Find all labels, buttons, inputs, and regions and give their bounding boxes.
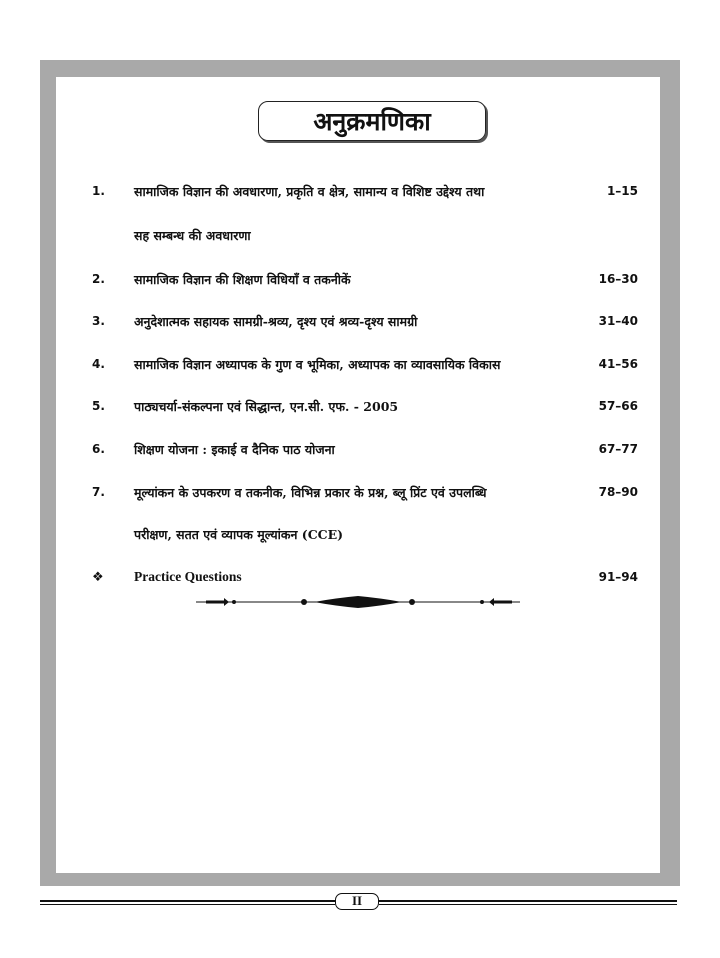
entry-title: सामाजिक विज्ञान की अवधारणा, प्रकृति व क्षेत्र, सामान्य व विशिष्ट उद्देश्य तथा	[134, 184, 485, 199]
entry-title-continuation: परीक्षण, सतत एवं व्यापक मूल्यांकन (CCE)	[134, 527, 344, 542]
toc-entry-4[interactable]	[56, 354, 660, 378]
entry-title: सामाजिक विज्ञान की शिक्षण विधियाँ व तकनीकें	[134, 272, 351, 287]
entry-number: 1.	[92, 184, 105, 198]
entry-pages: 67–77	[598, 442, 638, 456]
entry-pages: 91–94	[598, 570, 638, 584]
entry-pages: 31–40	[598, 314, 638, 328]
page-title: अनुक्रमणिका	[313, 107, 431, 136]
entry-number: 3.	[92, 314, 105, 328]
entry-pages: 57–66	[598, 399, 638, 413]
toc-entry-2[interactable]	[56, 269, 660, 293]
diamond-bullet-icon: ❖	[92, 570, 104, 585]
entry-title: मूल्यांकन के उपकरण व तकनीक, विभिन्न प्रकार के प्रश्न, ब्लू प्रिंट एवं उपलब्धि	[134, 485, 487, 500]
ornament-divider-icon	[196, 595, 520, 609]
entry-number: 2.	[92, 272, 105, 286]
entry-pages: 41–56	[598, 357, 638, 371]
entry-title: शिक्षण योजना : इकाई व दैनिक पाठ योजना	[134, 442, 335, 457]
entry-pages: 78–90	[598, 485, 638, 499]
entry-title: Practice Questions	[134, 569, 242, 584]
entry-title: अनुदेशात्मक सहायक सामग्री-श्रव्य, दृश्य एवं श्रव्य-दृश्य सामग्री	[134, 314, 418, 329]
toc-entry-3[interactable]	[56, 311, 660, 335]
page-number: II	[335, 893, 379, 910]
toc-entry-5[interactable]	[56, 396, 660, 420]
content-panel	[56, 77, 660, 873]
entry-number: 5.	[92, 399, 105, 413]
title-box	[258, 101, 486, 141]
footer-rule-right-thin	[379, 904, 677, 905]
entry-number: 6.	[92, 442, 105, 456]
entry-pages: 1–15	[606, 184, 638, 198]
entry-title: पाठ्यचर्या-संकल्पना एवं सिद्धान्त, एन.सी. एफ. - 2005	[134, 399, 399, 414]
toc-entry-6[interactable]	[56, 439, 660, 463]
entry-title: सामाजिक विज्ञान अध्यापक के गुण व भूमिका, अध्यापक का व्यावसायिक विकास	[134, 357, 501, 372]
page-border	[40, 60, 680, 886]
entry-number: 7.	[92, 485, 105, 499]
footer-rule-right	[379, 900, 677, 902]
toc-entry-1[interactable]	[56, 181, 660, 205]
footer-rule-left-thin	[40, 904, 335, 905]
entry-number: 4.	[92, 357, 105, 371]
entry-pages: 16–30	[598, 272, 638, 286]
entry-title-continuation: सह सम्बन्ध की अवधारणा	[134, 228, 251, 243]
footer-rule-left	[40, 900, 335, 902]
toc-entry-practice[interactable]	[56, 567, 660, 591]
toc-entry-7[interactable]	[56, 482, 660, 506]
footer	[0, 893, 720, 913]
